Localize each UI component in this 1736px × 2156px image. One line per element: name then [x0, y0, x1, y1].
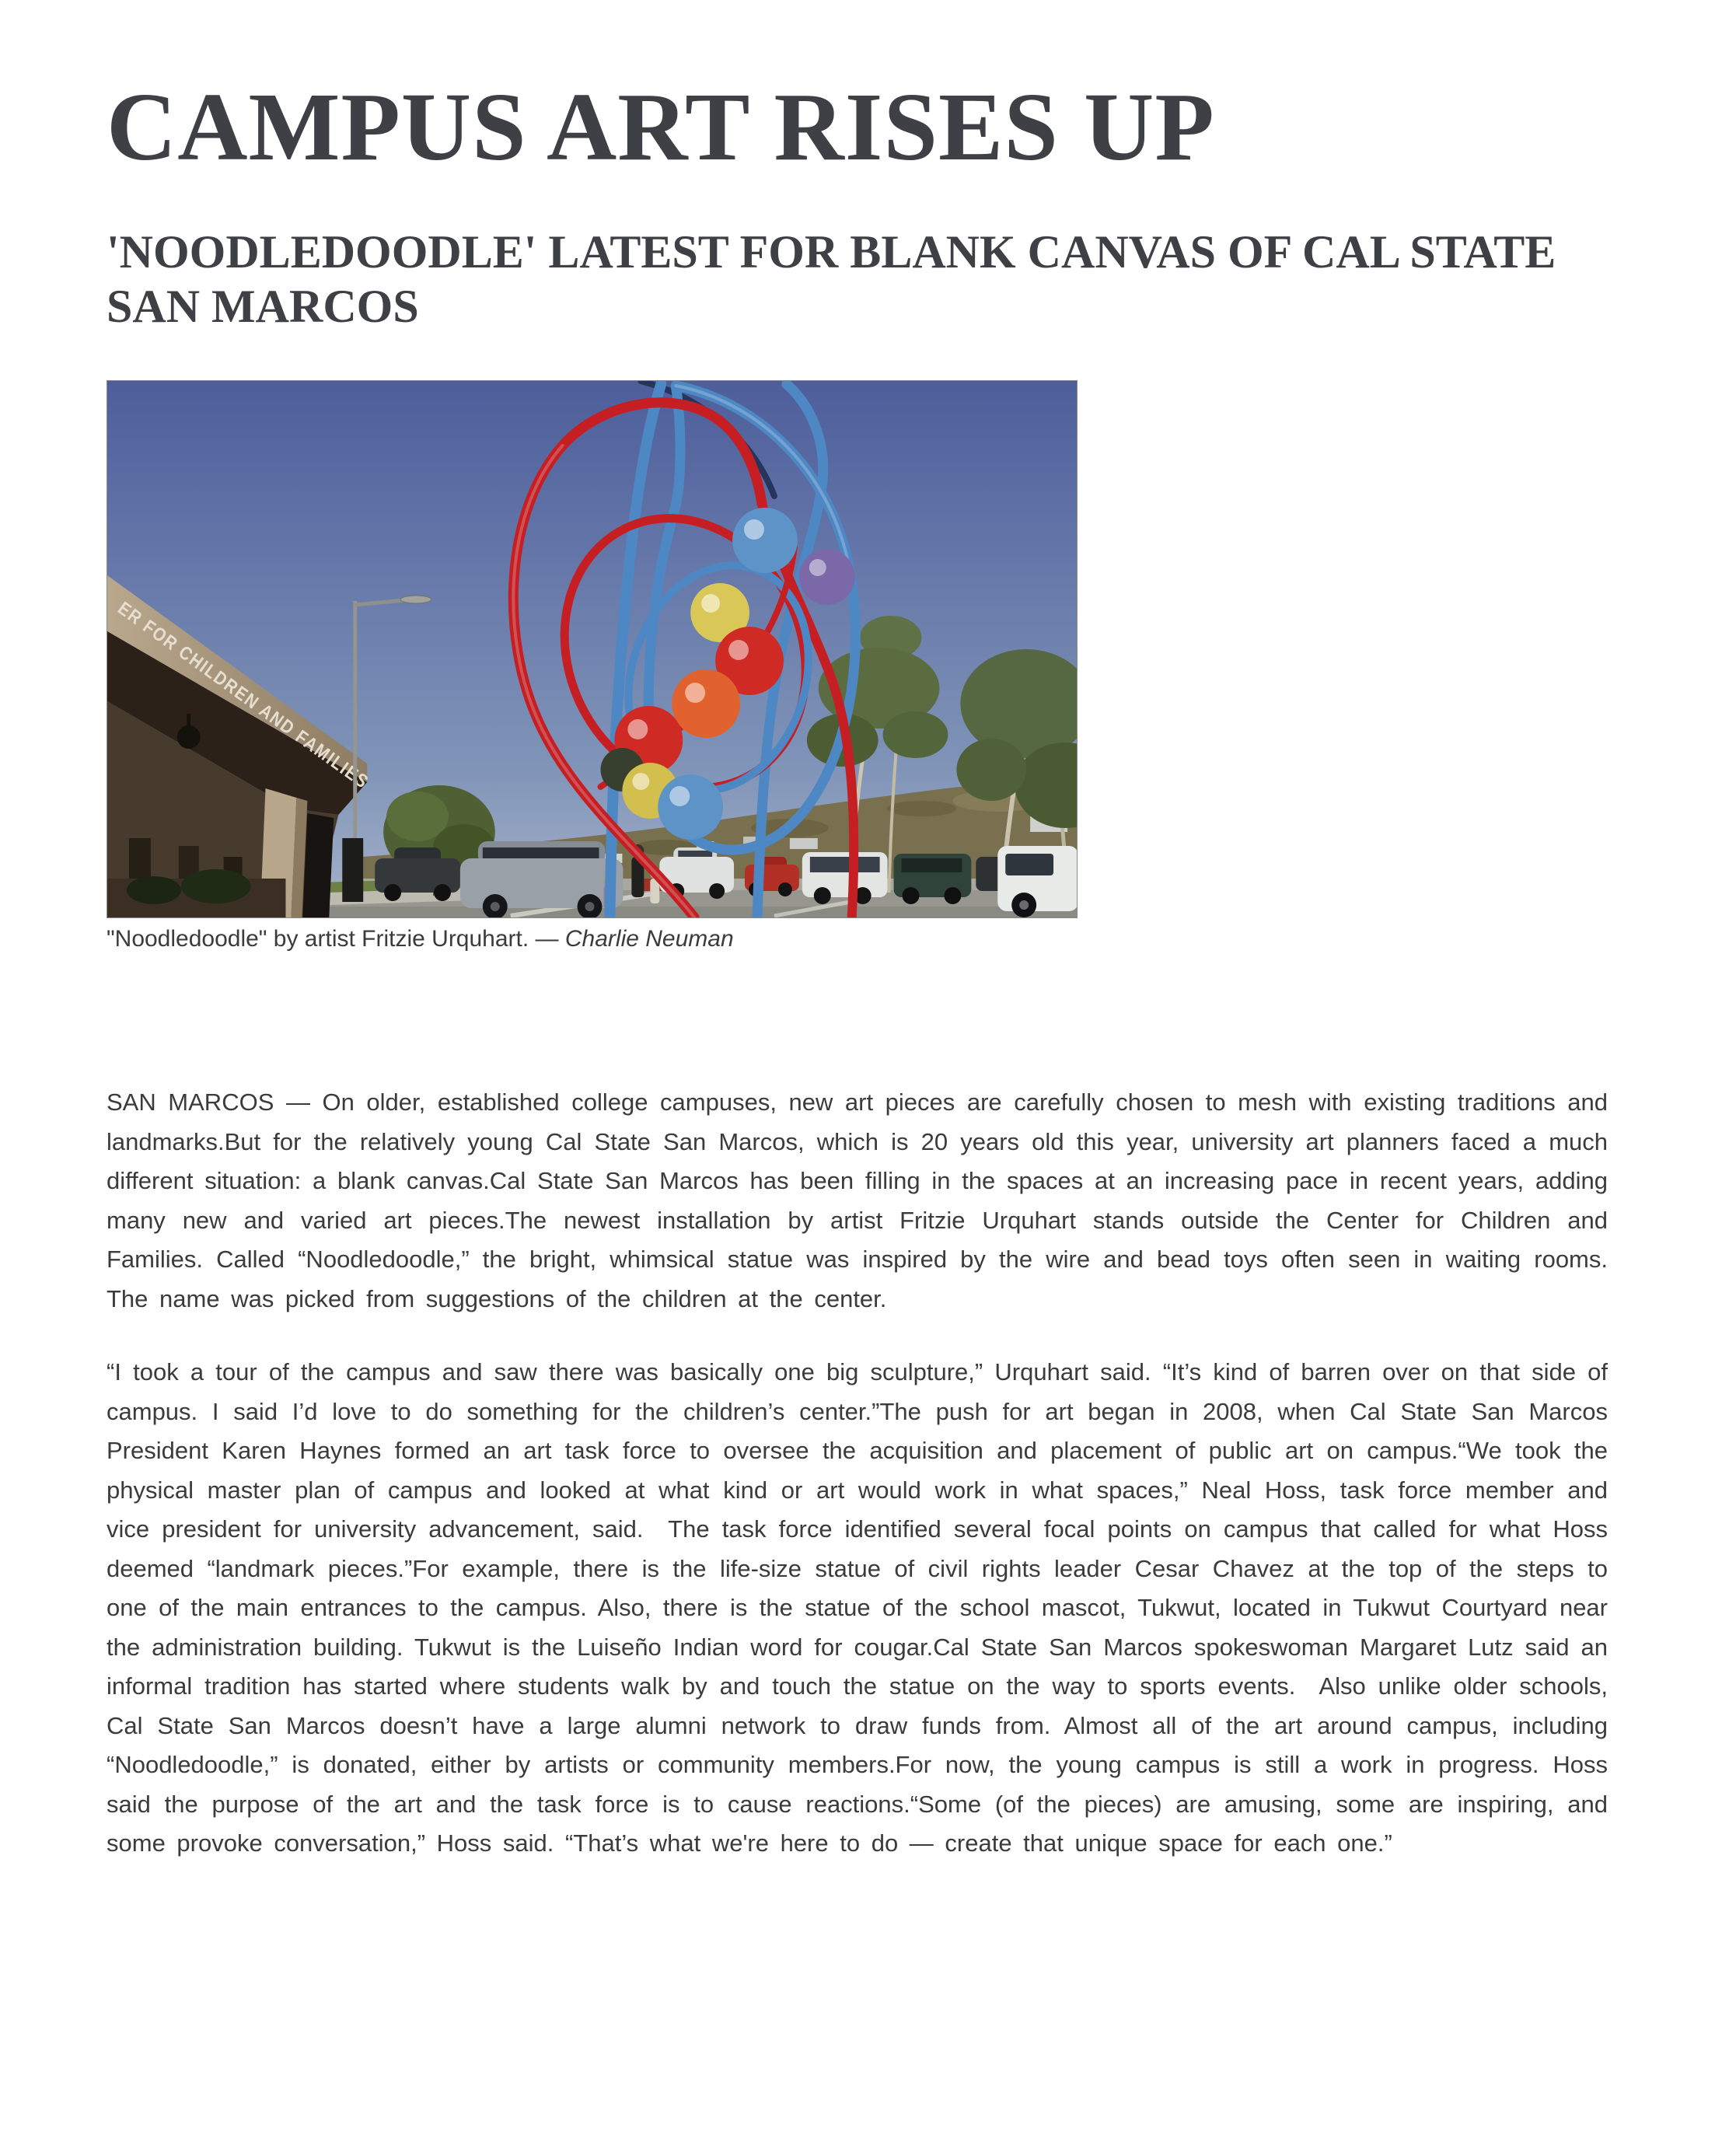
bead-orange: [672, 669, 740, 738]
body-paragraph-1: SAN MARCOS — On older, established college campuses, new art pieces are carefully chosen to mesh with existing traditions and landmarks.But for the relatively young Cal State San Marcos, which is 20 years old this year, university art planners faced a much different situation: a blank canvas.Cal State San Marcos has been filling in the spaces at an increasing pace in recent years, adding many new and varied art pieces.The newest installation by artist Fritzie Urquhart stands outside the Center for Children and Families. Called “Noodledoodle,” the bright, whimsical statue was inspired by the wire and bead toys often seen in waiting rooms. The name was picked from suggestions of the children at the center.: [107, 1088, 1608, 1312]
caption-credit: Charlie Neuman: [564, 926, 734, 952]
subtitle-line-2: SAN MARCOS: [107, 281, 419, 332]
building-sign-text: ER FOR CHILDREN AND FAMILIES: [114, 597, 411, 821]
noodledoodle-photo: [107, 380, 1078, 918]
bead-blue-bottom: [658, 774, 723, 840]
body-paragraph-2: “I took a tour of the campus and saw there was basically one big sculpture,” Urquhart said. “It’s kind of barren over on that side of campus. I said I’d love to do something for the children’s center.”The push for art began in 2008, when Cal State San Marcos President Karen Haynes formed an art task force to oversee the acquisition and placement of public art on campus.“We took the physical master plan of campus and looked at what kind or art would work in what spaces,” Neal Hoss, task force member and vice president for university advancement, said. The task force identified several focal points on campus that called for what Hoss deemed “landmark pieces.”For example, there is the life-size statue of civil rights leader Cesar Chavez at the top of the steps to one of the main entrances to the campus. Also, there is the statue of the school mascot, Tukwut, located in Tukwut Courtyard near the administration building. Tukwut is the Luiseño Indian word for cougar.Cal State San Marcos spokeswoman Margaret Lutz said an informal tradition has started where students walk by and touch the statue on the way to sports events. Also unlike older schools, Cal State San Marcos doesn’t have a large alumni network to draw funds from. Almost all of the art around campus, including “Noodledoodle,” is donated, either by artists or community members.For now, the young campus is still a work in progress. Hoss said the purpose of the art and the task force is to cause reactions.“Some (of the pieces) are amusing, some are inspiring, and some provoke conversation,” Hoss said. “That’s what we're here to do — create that unique space for each one.”: [107, 1358, 1608, 1857]
bead-purple: [799, 549, 855, 605]
dome-lamp: [177, 725, 201, 749]
photo-caption: [107, 924, 1608, 954]
bead-blue-top: [732, 508, 798, 573]
caption-text: "Noodledoodle" by artist Fritzie Urquhart. —: [107, 926, 565, 952]
noodledoodle-photo-illustration: [107, 381, 1077, 917]
subtitle-line-1: 'NOODLEDOODLE' LATEST FOR BLANK CANVAS OF CAL STATE: [107, 226, 1556, 278]
page-title: CAMPUS ART RISES UP: [107, 74, 1215, 181]
article-figure: [107, 380, 1608, 954]
page-subtitle: [107, 225, 1608, 334]
